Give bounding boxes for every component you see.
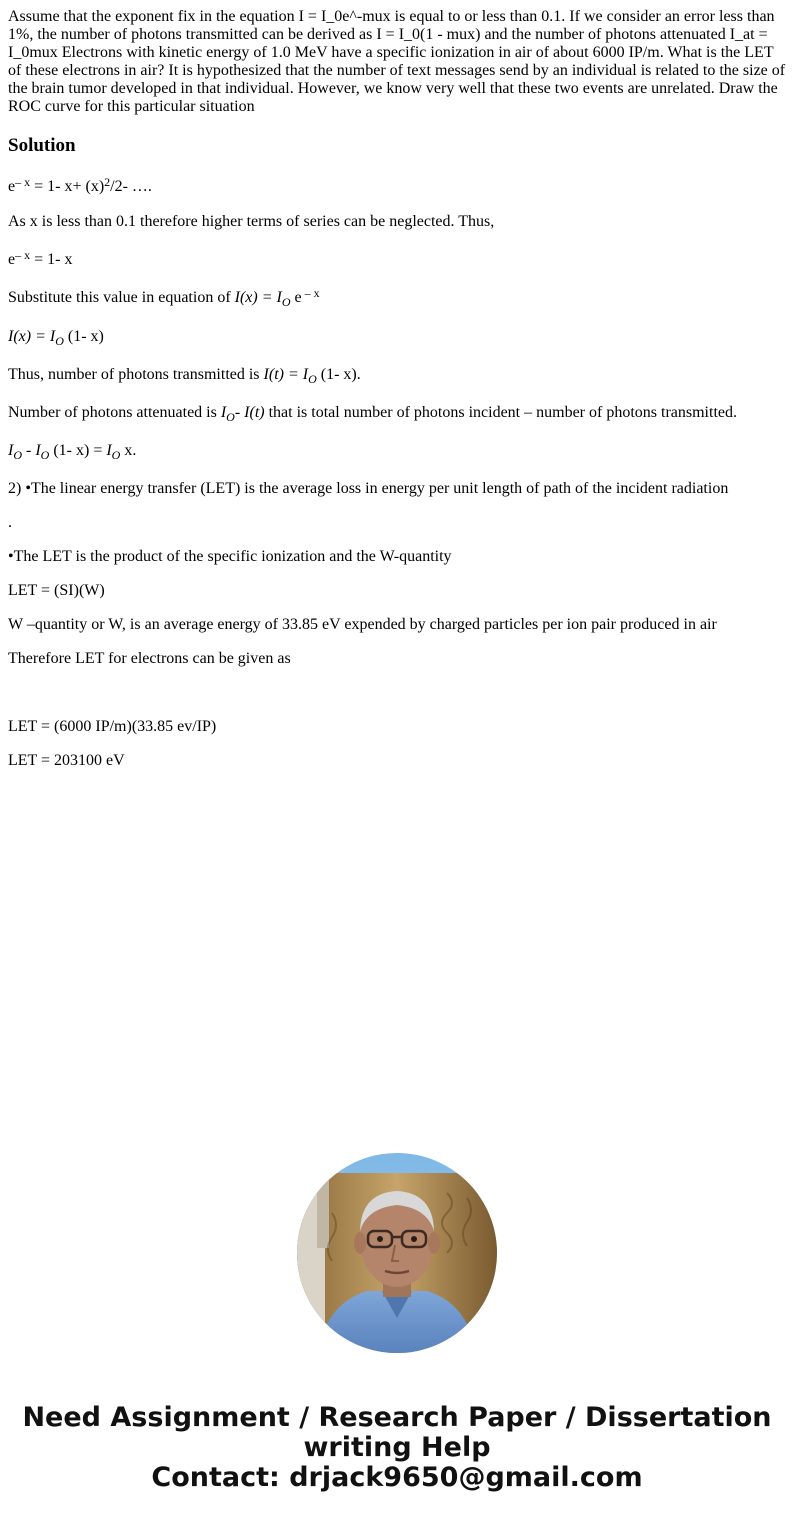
- therefore-statement: Therefore LET for electrons can be given as: [8, 650, 291, 667]
- footer-line-2: writing Help: [303, 1432, 491, 1463]
- solution-heading: Solution: [8, 135, 76, 156]
- let-result: LET = 203100 eV: [8, 752, 125, 769]
- difference-equation: $I_O - I_O$ (1- $x) = I_O$ x.: [8, 442, 137, 462]
- substitute-statement: Substitute this value in equation of $I(x) = I_O$ e $^{- x}$: [8, 286, 320, 309]
- attenuated-statement: Number of photons attenuated is $I_O-$ I(t) that is total number of photons incident – number of photons transmitted.: [8, 404, 737, 424]
- approximation: $e^{- x} = 1-$ x: [8, 248, 73, 268]
- footer-contact: Contact: drjack9650@gmail.com: [151, 1462, 643, 1493]
- series-expansion: $e^{- x} = 1-$ $x+ (x)^2/2-$ ….: [8, 175, 152, 195]
- question-text: Assume that the exponent fix in the equation I = I_0e^-mux is equal to or less than 0.1. If we consider an error less than 1%, the number of photons transmitted can be derived as I = I_0(1 - mux) and the number of photons attenuated I_at = I_0mux Electrons with kinetic energy of 1.0 MeV have a specific ionization in air of about 6000 IP/m. What is the LET of these electrons in air? It is hypothesized that the number of text messages send by an individual is related to the size of the brain tumor developed in that individual. However, we know very well that these two events are unrelated. Draw the ROC curve for this particular situation: [8, 8, 786, 115]
- footer-line-1: Need Assignment / Research Paper / Dissertation: [22, 1402, 772, 1433]
- w-quantity-statement: W –quantity or W, is an average energy of 33.85 eV expended by charged particles per ion pair produced in air: [8, 616, 717, 633]
- let-product-statement: •The LET is the product of the specific ionization and the W-quantity: [8, 548, 452, 565]
- let-calculation: LET = (6000 IP/m)(33.85 ev/IP): [8, 718, 217, 735]
- author-portrait-image: [297, 1153, 497, 1353]
- let-formula: LET = (SI)(W): [8, 582, 105, 599]
- author-avatar: [297, 1153, 497, 1353]
- ix-equation: $I(x) = I_O$ (1- x): [8, 328, 104, 348]
- neglect-statement: As x is less than 0.1 therefore higher terms of series can be neglected. Thus,: [8, 213, 495, 230]
- stray-dot: .: [8, 514, 12, 531]
- footer-banner: [0, 1403, 794, 1493]
- transmitted-statement: Thus, number of photons transmitted is $I(t) = I_O$ (1- x).: [8, 366, 361, 386]
- let-definition: 2) •The linear energy transfer (LET) is the average loss in energy per unit length of path of the incident radiation: [8, 480, 729, 497]
